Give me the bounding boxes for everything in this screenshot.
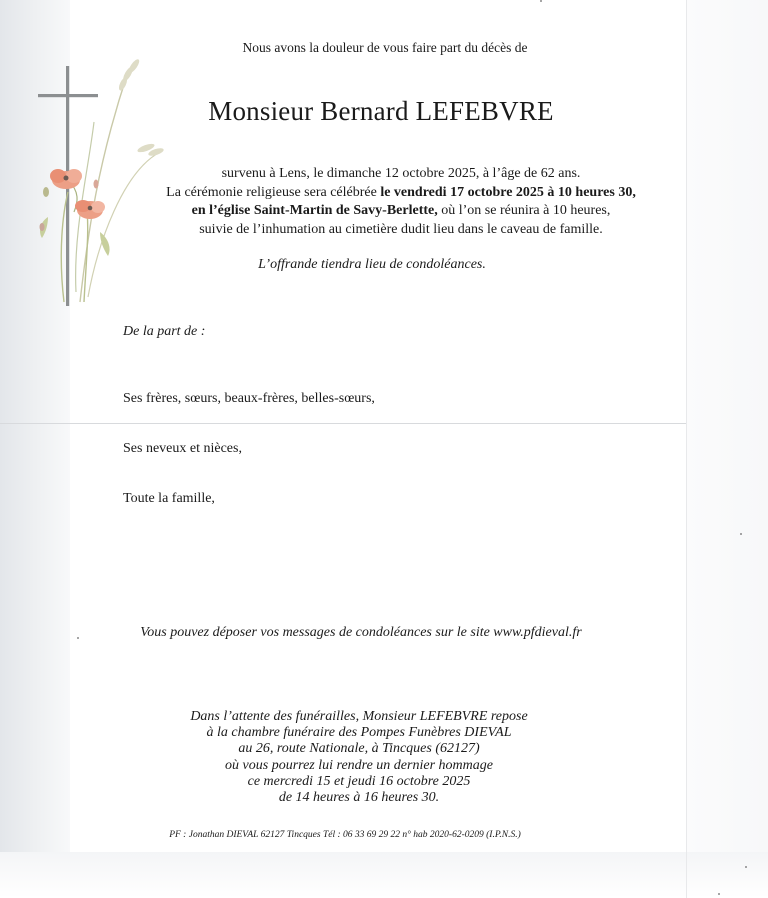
- deceased-name: Monsieur Bernard LEFEBVRE: [208, 96, 554, 126]
- paper-fold-line: [0, 423, 686, 424]
- intro-text: Nous avons la douleur de vous faire part du décès de: [242, 40, 528, 55]
- family-nephews: Ses neveux et nièces,: [123, 441, 242, 456]
- scan-speck: [745, 866, 747, 868]
- funeral-home-line: au 26, route Nationale, à Tincques (62127): [238, 741, 480, 757]
- church-meeting-time: où l’on se réunira à 10 heures,: [437, 203, 611, 218]
- ceremony-line: [0, 184, 768, 203]
- condolences-website-text: Vous pouvez déposer vos messages de condoléances sur le site www.pfdieval.fr: [140, 625, 582, 640]
- family-all: Toute la famille,: [123, 491, 215, 506]
- burial-line: suivie de l’inhumation au cimetière dudit lieu dans le caveau de famille.: [199, 221, 603, 237]
- funeral-home-info: [0, 709, 718, 806]
- scan-speck: [740, 533, 742, 535]
- offrande-text: L’offrande tiendra lieu de condoléances.: [258, 257, 486, 272]
- scan-speck: [77, 637, 79, 639]
- ceremony-date: le vendredi 17 octobre 2025 à 10 heures 30,: [380, 184, 636, 200]
- from-label: De la part de :: [123, 324, 206, 339]
- ceremony-prefix: La cérémonie religieuse sera célébrée: [166, 184, 381, 200]
- church-line: [0, 202, 768, 221]
- funeral-home-line: ce mercredi 15 et jeudi 16 octobre 2025: [247, 773, 471, 789]
- funeral-home-line: de 14 heures à 16 heures 30.: [278, 790, 440, 806]
- church-name: en l’église Saint-Martin de Savy-Berlette,: [191, 203, 438, 218]
- funeral-home-line: à la chambre funéraire des Pompes Funèbres DIEVAL: [206, 725, 512, 741]
- funeral-director-footer: PF : Jonathan DIEVAL 62127 Tincques Tél : 06 33 69 29 22 n° hab 2020-62-0209 (I.P.N.S.): [169, 830, 521, 840]
- family-siblings: Ses frères, sœurs, beaux-frères, belles-sœurs,: [123, 391, 375, 406]
- scan-shadow-bottom: [0, 852, 768, 898]
- scan-speck: [718, 893, 720, 895]
- scan-speck: [540, 0, 542, 2]
- funeral-home-line: Dans l’attente des funérailles, Monsieur LEFEBVRE repose: [190, 709, 528, 724]
- funeral-home-line: où vous pourrez lui rendre un dernier hommage: [225, 757, 493, 773]
- death-notice-line: survenu à Lens, le dimanche 12 octobre 2025, à l’âge de 62 ans.: [221, 166, 581, 181]
